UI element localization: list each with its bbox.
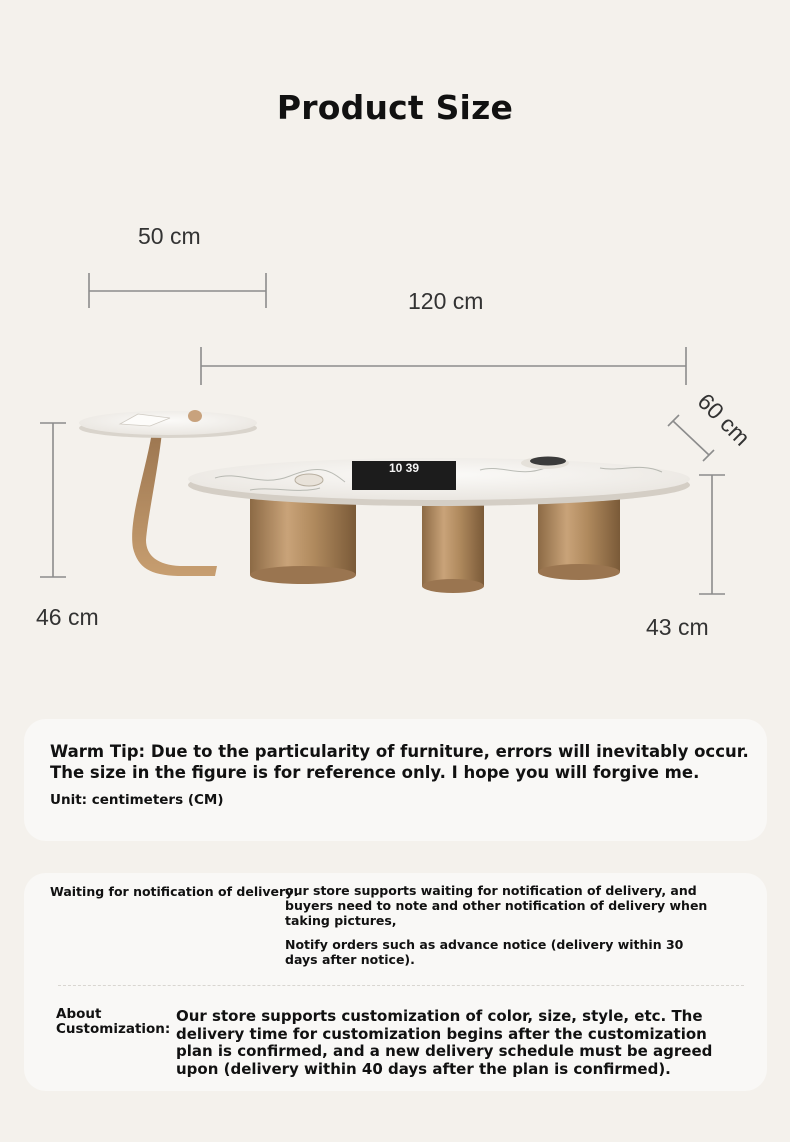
delivery-info-card <box>24 873 767 1091</box>
bowl-icon <box>530 457 566 466</box>
divider <box>58 985 744 986</box>
coffee-table-legs <box>250 495 620 593</box>
dimension-line-table-length <box>201 347 686 385</box>
dimension-label-side-width: 50 cm <box>138 223 201 249</box>
warm-tip-text: Warm Tip: Due to the particularity of furniture, errors will inevitably occur. The size in the figure is for reference only. I hope you will forgive me. <box>50 742 749 782</box>
dimension-label-table-length: 120 cm <box>408 288 484 314</box>
dimension-label-side-height: 46 cm <box>36 604 99 630</box>
coffee-table <box>188 457 690 507</box>
delivery-text: our store supports waiting for notification of delivery, and buyers need to note and other notification of delivery when taking pictures, <box>285 883 708 928</box>
cup-icon <box>188 410 202 422</box>
unit-note: Unit: centimeters (CM) <box>50 792 224 808</box>
clock-display: 10 39 <box>388 461 420 475</box>
dimension-line-table-height <box>699 475 725 594</box>
dimension-label-table-depth: 60 cm <box>692 388 756 451</box>
dimension-line-side-height <box>40 423 66 577</box>
page-title: Product Size <box>276 88 514 127</box>
warm-tip-card <box>24 719 767 841</box>
delivery-label: Waiting for notification of delivery: <box>50 884 299 899</box>
side-table-leg <box>132 432 217 576</box>
dimension-label-table-height: 43 cm <box>646 614 709 640</box>
customization-label: About Customization: <box>56 1006 171 1037</box>
side-table-top <box>79 411 257 435</box>
dimension-line-side-width <box>89 273 266 308</box>
customization-text: Our store supports customization of color, size, style, etc. The delivery time for customization begins after the customization plan is confirmed, and a new delivery schedule must be agreed upon (delivery within 40 days after the plan is confirmed). <box>176 1007 713 1078</box>
glass-object-icon <box>295 474 323 486</box>
delivery-notice-text: Notify orders such as advance notice (delivery within 30 days after notice). <box>285 937 684 967</box>
